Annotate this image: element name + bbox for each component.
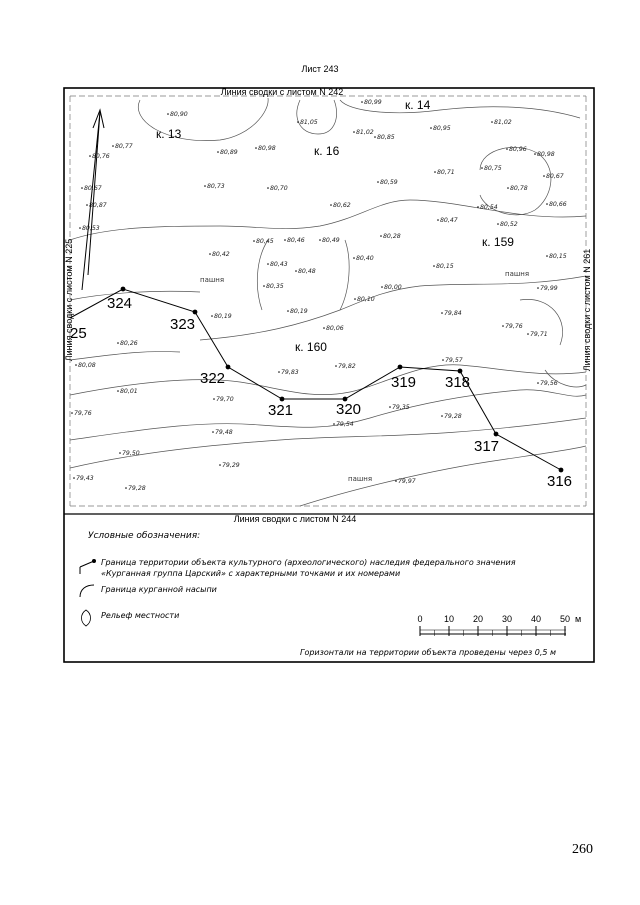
kurgan-mound-legend-icon: [80, 585, 94, 597]
elevation-label: 80,19: [290, 308, 308, 315]
elevation-point: [361, 101, 363, 103]
elevation-label: 80,45: [256, 238, 274, 245]
contour-lines: [70, 98, 586, 506]
kurgan-label: к. 159: [482, 235, 514, 249]
elevation-point: [477, 206, 479, 208]
elevation-label: 79,54: [336, 421, 354, 428]
elevation-label: 80,47: [440, 217, 458, 224]
elevation-point: [263, 285, 265, 287]
elevation-point: [497, 223, 499, 225]
elevation-label: 80,96: [509, 146, 527, 153]
scale-tick-label: 20: [472, 614, 484, 624]
elevation-point: [434, 171, 436, 173]
elevation-point: [537, 382, 539, 384]
elevation-point: [278, 371, 280, 373]
elevation-label: 81,02: [356, 129, 374, 136]
elevation-label: 79,99: [540, 285, 558, 292]
kurgan-label: к. 16: [314, 144, 340, 158]
elevation-point: [389, 406, 391, 408]
partial-point-label: 25: [70, 325, 87, 342]
elevation-label: 80,85: [377, 134, 395, 141]
junction-label-bottom: Линия сводки с листом N 244: [233, 514, 357, 524]
elevation-point: [380, 235, 382, 237]
elevation-label: 80,49: [322, 237, 340, 244]
elevation-label: 79,70: [216, 396, 234, 403]
elevation-label: 80,43: [270, 261, 288, 268]
scale-tick-label: 30: [501, 614, 513, 624]
elevation-point: [534, 153, 536, 155]
elevation-point: [204, 185, 206, 187]
page-number: 260: [572, 842, 593, 857]
elevation-label: 79,76: [74, 410, 92, 417]
scale-tick-label: 0: [417, 614, 423, 624]
elevation-label: 80,15: [436, 263, 454, 270]
elevation-label: 80,10: [357, 296, 375, 303]
elevation-label: 80,66: [549, 201, 567, 208]
scale-tick-label: 10: [443, 614, 455, 624]
boundary-point-label: 323: [170, 316, 196, 333]
elevation-label: 80,42: [212, 251, 230, 258]
elevation-label: 80,67: [84, 185, 102, 192]
elevation-point: [374, 136, 376, 138]
legend-relief: Рельеф местности: [101, 611, 180, 620]
boundary-point-marker: [226, 365, 231, 370]
elevation-label: 80,90: [170, 111, 188, 118]
elevation-point: [323, 327, 325, 329]
elevation-point: [330, 204, 332, 206]
elevation-label: 80,53: [82, 225, 100, 232]
elevation-point: [546, 255, 548, 257]
elevation-label: 80,26: [120, 340, 138, 347]
legend-boundary-line1: Граница территории объекта культурного (археологического) наследия федерального значения: [101, 558, 516, 567]
elevation-label: 79,82: [338, 363, 356, 370]
elevation-point: [167, 113, 169, 115]
boundary-point-label: 321: [268, 402, 294, 419]
elevation-point: [527, 333, 529, 335]
elevation-point: [112, 145, 114, 147]
elevation-point: [441, 415, 443, 417]
elevation-label: 80,59: [380, 179, 398, 186]
elevation-point: [507, 187, 509, 189]
elevation-label: 79,28: [444, 413, 462, 420]
elevation-point: [81, 187, 83, 189]
elevation-point: [217, 151, 219, 153]
boundary-point-marker: [121, 287, 126, 292]
elevation-point: [211, 315, 213, 317]
elevation-point: [377, 181, 379, 183]
elevation-label: 81,05: [300, 119, 318, 126]
elevation-label: 79,56: [540, 380, 558, 387]
elevation-point: [73, 477, 75, 479]
elevation-label: 80,19: [214, 313, 232, 320]
elevation-label: 79,28: [128, 485, 146, 492]
elevation-label: 79,83: [281, 369, 299, 376]
elevation-point: [430, 127, 432, 129]
field-label: пашня: [200, 276, 225, 284]
relief-legend-icon: [82, 610, 91, 626]
boundary-point-label: 322: [200, 370, 226, 387]
elevation-label: 79,50: [122, 450, 140, 457]
elevation-label: 81,02: [494, 119, 512, 126]
boundary-legend-icon: [80, 559, 96, 574]
legend-kurgan: Граница курганной насыпи: [101, 585, 217, 594]
elevation-point: [284, 239, 286, 241]
field-label: пашня: [505, 270, 530, 278]
elevation-point: [295, 270, 297, 272]
elevation-label: 80,71: [437, 169, 455, 176]
elevation-point: [287, 310, 289, 312]
elevation-point: [119, 452, 121, 454]
kurgan-label: к. 160: [295, 340, 327, 354]
boundary-point-label: 319: [391, 374, 417, 391]
field-label: пашня: [348, 475, 373, 483]
elevation-label: 80,62: [333, 202, 351, 209]
elevation-label: 80,08: [78, 362, 96, 369]
elevation-label: 80,78: [510, 185, 528, 192]
elevation-point: [506, 148, 508, 150]
elevation-label: 80,76: [92, 153, 110, 160]
elevation-point: [79, 227, 81, 229]
elevation-point: [219, 464, 221, 466]
elevation-label: 80,67: [546, 173, 564, 180]
elevation-point: [442, 359, 444, 361]
scale-bar: [417, 614, 581, 636]
elevation-label: 79,71: [530, 331, 548, 338]
elevation-label: 80,06: [326, 325, 344, 332]
elevation-point: [267, 187, 269, 189]
elevation-label: 80,28: [383, 233, 401, 240]
elevation-label: 80,95: [433, 125, 451, 132]
legend-boundary-line2: «Курганная группа Царский» с характерными точками и их номерами: [101, 569, 401, 578]
elevation-label: 79,35: [392, 404, 410, 411]
elevation-label: 80,98: [258, 145, 276, 152]
elevation-label: 79,97: [398, 478, 416, 485]
boundary-point-label: 316: [547, 473, 573, 490]
junction-label-top: Линия сводки с листом N 242: [220, 87, 344, 97]
elevation-label: 80,40: [356, 255, 374, 262]
elevation-point: [117, 342, 119, 344]
elevation-point: [502, 325, 504, 327]
elevation-point: [335, 365, 337, 367]
contour-note: Горизонтали на территории объекта проведены через 0,5 м: [300, 648, 557, 657]
elevation-label: 80,48: [298, 268, 316, 275]
elevation-point: [213, 398, 215, 400]
elevation-point: [437, 219, 439, 221]
scale-tick-label: 50: [559, 614, 571, 624]
boundary-point-label: 318: [445, 374, 471, 391]
junction-label-left: Линия сводки с листом N 225: [64, 238, 74, 362]
scale-tick-label: 40: [530, 614, 542, 624]
boundary-point-marker: [398, 365, 403, 370]
elevation-label: 80,77: [115, 143, 133, 150]
elevation-point: [333, 423, 335, 425]
elevation-point: [125, 487, 127, 489]
elevation-label: 80,87: [89, 202, 107, 209]
elevation-label: 80,52: [500, 221, 518, 228]
scale-unit: м: [575, 614, 582, 624]
elevation-point: [491, 121, 493, 123]
boundary-point-label: 317: [474, 438, 500, 455]
elevation-label: 80,75: [484, 165, 502, 172]
elevation-point: [441, 312, 443, 314]
elevation-point: [209, 253, 211, 255]
boundary-point-marker: [280, 397, 285, 402]
boundary-point-label: 320: [336, 401, 362, 418]
elevation-point: [543, 175, 545, 177]
elevation-label: 80,01: [120, 388, 138, 395]
boundary-point-marker: [193, 310, 198, 315]
elevation-point: [89, 155, 91, 157]
elevation-point: [353, 131, 355, 133]
boundary-point-marker: [458, 369, 463, 374]
elevation-label: 80,46: [287, 237, 305, 244]
north-arrow-icon: [82, 110, 104, 290]
elevation-label: 79,48: [215, 429, 233, 436]
elevation-point: [212, 431, 214, 433]
elevation-label: 79,76: [505, 323, 523, 330]
elevation-point: [75, 364, 77, 366]
kurgan-label: к. 14: [405, 98, 431, 112]
boundary-point-marker: [559, 468, 564, 473]
sheet-title: Лист 243: [301, 64, 339, 74]
elevation-point: [267, 263, 269, 265]
junction-label-right: Линия сводки с листом N 261: [582, 248, 592, 372]
elevation-label: 80,54: [480, 204, 498, 211]
elevation-point: [319, 239, 321, 241]
elevation-point: [354, 298, 356, 300]
elevation-label: 80,15: [549, 253, 567, 260]
elevation-point: [537, 287, 539, 289]
elevation-label: 80,70: [270, 185, 288, 192]
elevation-label: 79,29: [222, 462, 240, 469]
elevation-point: [253, 240, 255, 242]
elevation-point: [433, 265, 435, 267]
elevation-label: 79,43: [76, 475, 94, 482]
kurgan-label: к. 13: [156, 127, 182, 141]
elevation-point: [481, 167, 483, 169]
elevation-label: 79,84: [444, 310, 462, 317]
elevation-point: [297, 121, 299, 123]
elevation-point: [86, 204, 88, 206]
elevation-point: [353, 257, 355, 259]
elevation-point: [117, 390, 119, 392]
elevation-point: [546, 203, 548, 205]
elevation-label: 80,98: [537, 151, 555, 158]
elevation-point: [381, 286, 383, 288]
legend-title: Условные обозначения:: [88, 531, 201, 541]
elevation-label: 80,89: [220, 149, 238, 156]
elevation-label: 80,35: [266, 283, 284, 290]
elevation-point: [255, 147, 257, 149]
elevation-point: [395, 480, 397, 482]
elevation-label: 80,99: [364, 99, 382, 106]
elevation-label: 80,73: [207, 183, 225, 190]
boundary-point-marker: [494, 432, 499, 437]
elevation-label: 79,57: [445, 357, 463, 364]
elevation-point: [71, 412, 73, 414]
elevation-label: 80,00: [384, 284, 402, 291]
boundary-point-label: 324: [107, 295, 133, 312]
